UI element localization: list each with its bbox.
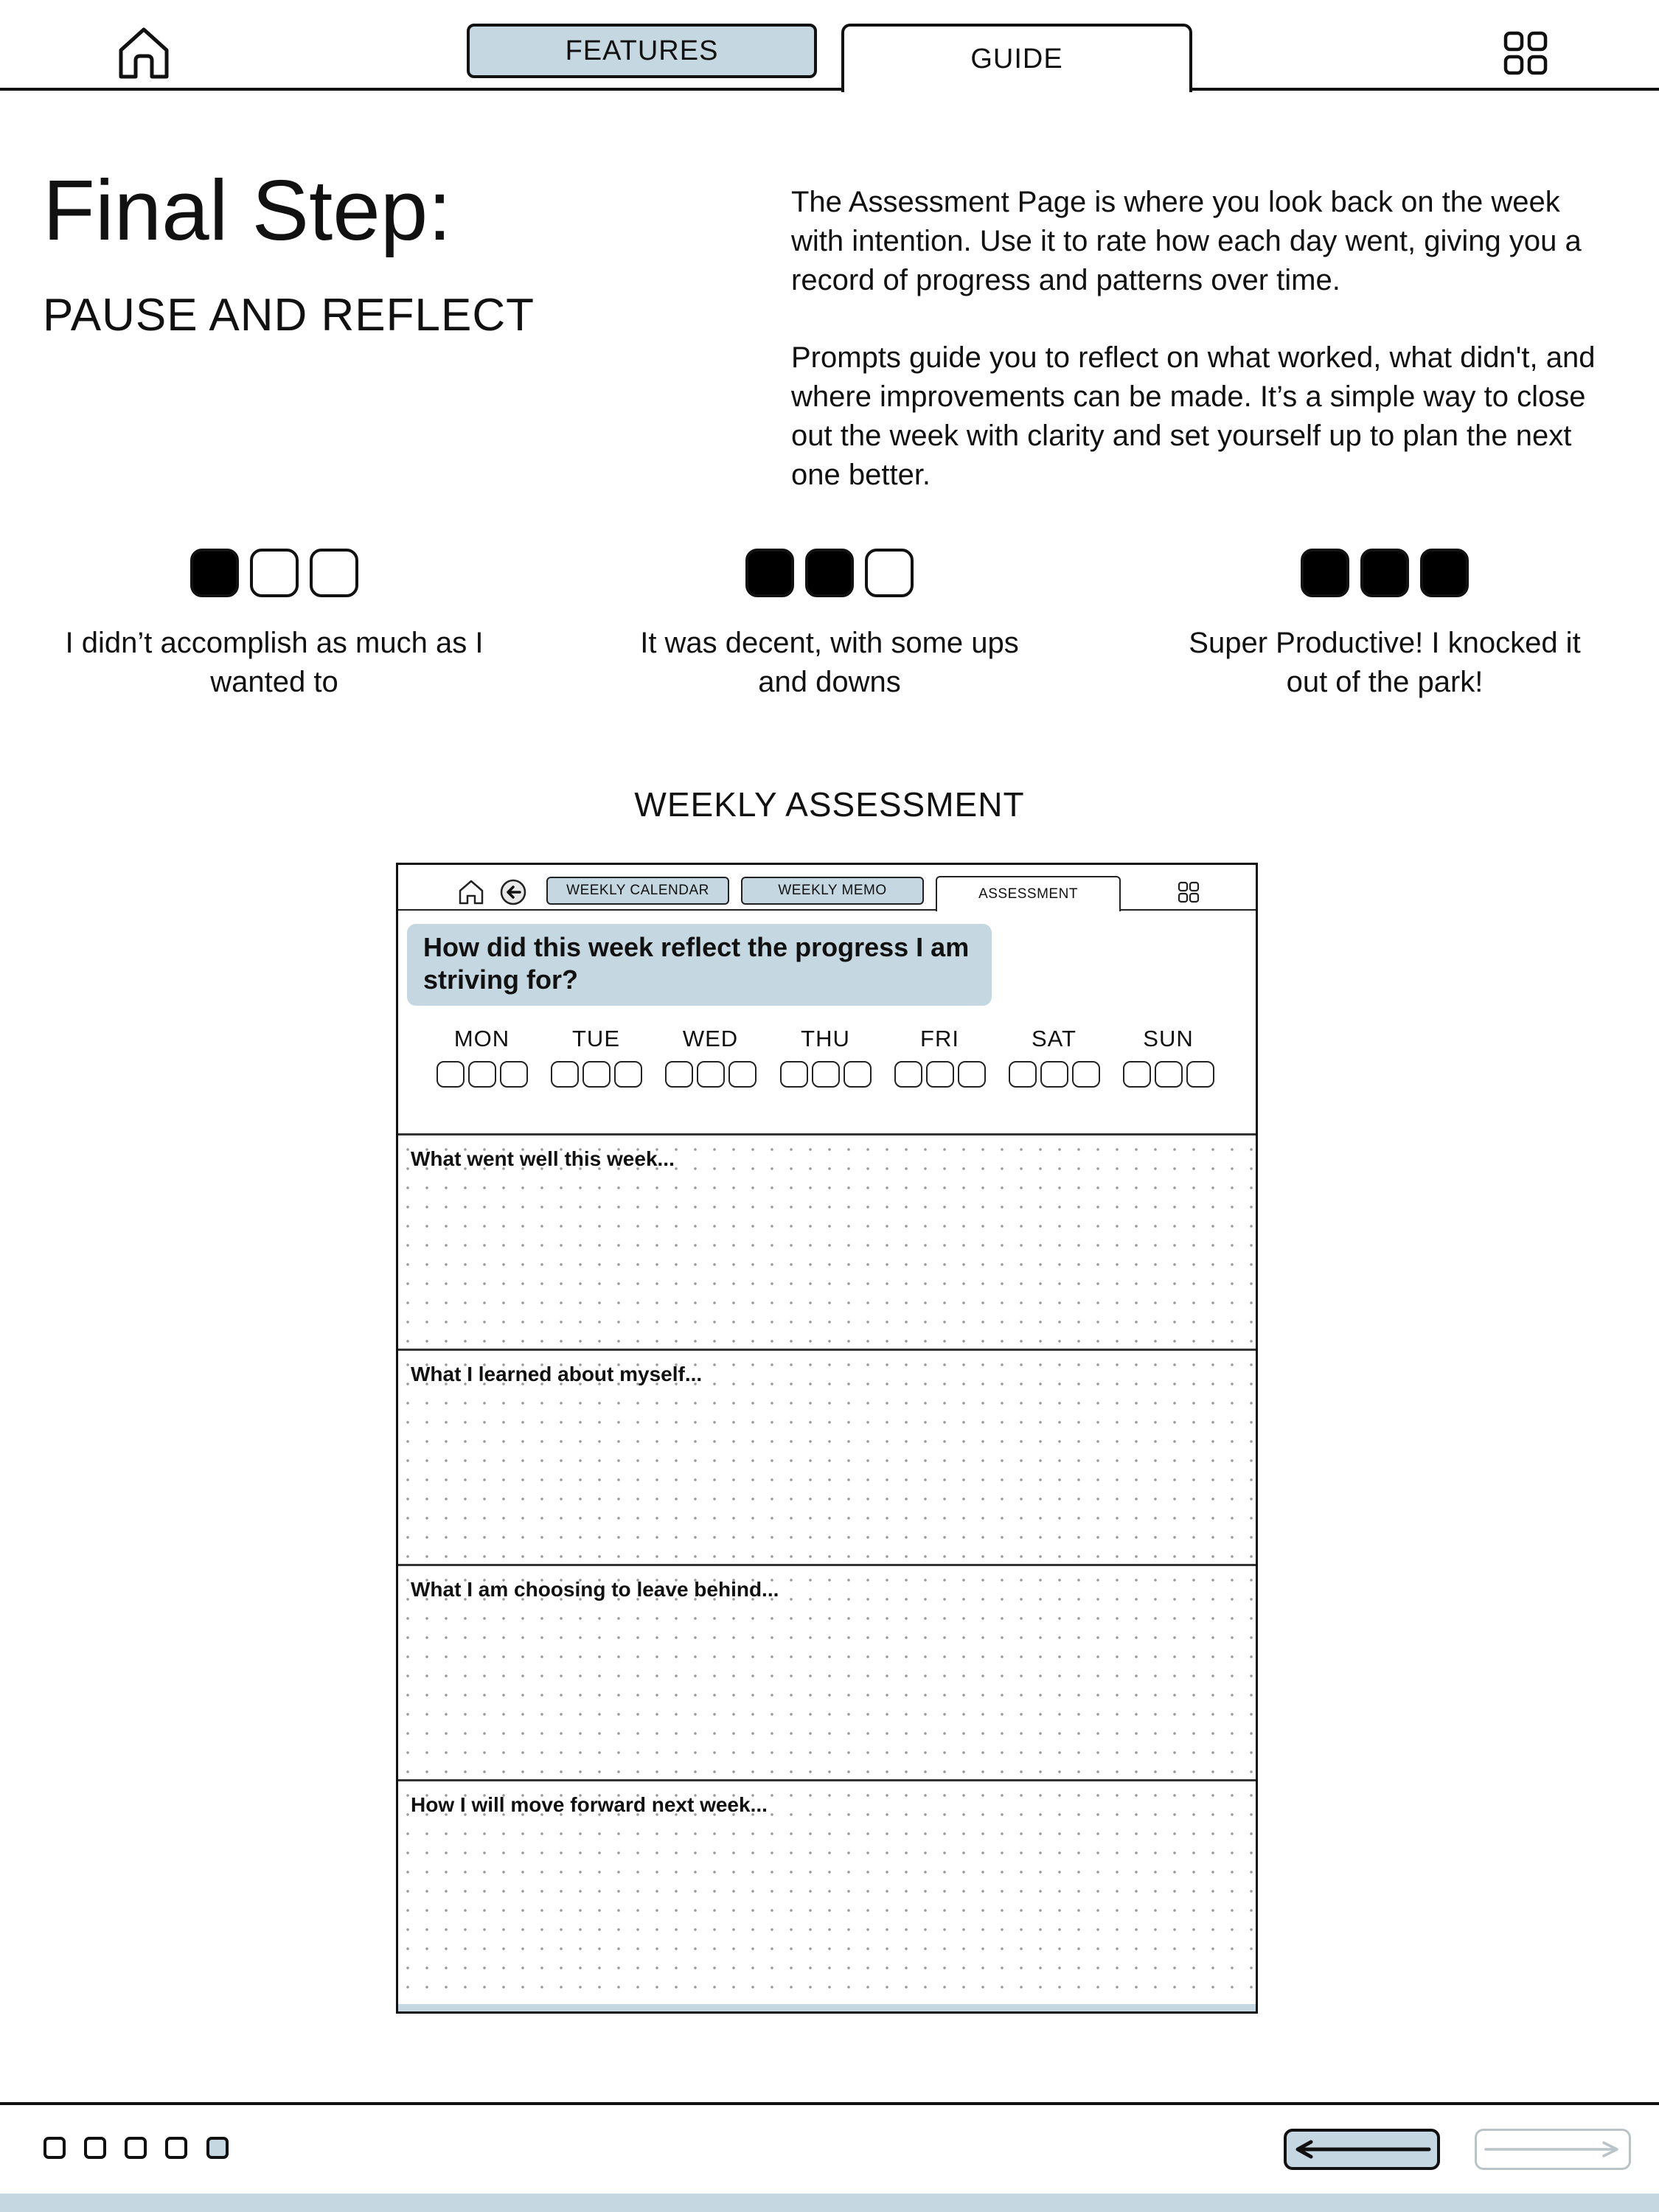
preview-question: How did this week reflect the progress I am striving for? [407,924,992,1006]
day-label: MON [453,1026,510,1051]
tab-features[interactable]: FEATURES [467,24,817,78]
reflection-section-move-forward [398,1779,1256,2014]
tab-guide[interactable]: GUIDE [841,24,1192,92]
rating-box-empty [437,1061,465,1088]
preview-tab-weekly-calendar: WEEKLY CALENDAR [546,877,729,905]
day-rating-tue [543,1026,650,1088]
reflection-section-leave-behind [398,1564,1256,1779]
reflection-prompt: What went well this week... [411,1147,675,1170]
preview-back-button [500,879,526,905]
day-rating-sun [1115,1026,1222,1088]
reflection-prompt: How I will move forward next week... [411,1793,768,1816]
prev-page-button[interactable] [1284,2129,1440,2170]
day-label: FRI [920,1026,959,1051]
rating-box-empty [665,1061,693,1088]
arrow-right-icon [1483,2138,1623,2160]
preview-nav-divider [1119,909,1258,911]
reflection-prompt: What I learned about myself... [411,1363,703,1385]
day-label: WED [682,1026,739,1051]
page-indicator-3[interactable] [125,2137,147,2159]
rating-box-filled [1360,549,1409,597]
grid-menu-icon [1178,881,1200,903]
home-icon [457,878,485,906]
day-rating-fri [886,1026,993,1088]
reflection-prompt: What I am choosing to leave behind... [411,1578,779,1601]
intro-paragraph-2: Prompts guide you to reflect on what worked, what didn't, and where improvements can be made. It’s a simple way to close out the week with clarity and set yourself up to plan the next one better. [791,341,1596,491]
rating-box-filled [745,549,794,597]
nav-divider [0,88,844,91]
rating-box-empty [697,1061,725,1088]
nav-divider [1189,88,1659,91]
rating-box-empty [926,1061,954,1088]
arrow-left-icon [1292,2138,1432,2160]
rating-box-filled [1420,549,1469,597]
rating-box-empty [468,1061,496,1088]
preview-bottom-strip [398,2004,1256,2011]
rating-box-empty [1186,1061,1214,1088]
rating-box-empty [1155,1061,1183,1088]
assessment-page-preview [396,863,1258,2014]
rating-box-filled [1301,549,1349,597]
rating-box-empty [1072,1061,1100,1088]
rating-box-empty [500,1061,528,1088]
rating-box-empty [812,1061,840,1088]
rating-legend-high [1141,549,1628,702]
reflection-section-learned [398,1349,1256,1564]
rating-box-empty [614,1061,642,1088]
page-indicator-2[interactable] [84,2137,106,2159]
home-button[interactable] [115,25,173,81]
rating-box-empty [728,1061,757,1088]
preview-nav-divider [398,909,937,911]
day-label: TUE [572,1026,620,1051]
rating-caption: I didn’t accomplish as much as I wanted to [65,627,484,698]
day-label: SAT [1032,1026,1077,1051]
rating-box-empty [1009,1061,1037,1088]
rating-scale [586,549,1073,597]
rating-scale [31,549,518,597]
preview-home-button [457,878,485,906]
page-indicator-1[interactable] [44,2137,66,2159]
grid-menu-icon [1503,31,1548,75]
rating-box-filled [190,549,239,597]
page-title: Final Step: [43,162,452,258]
rating-legend-mid [586,549,1073,702]
bottom-band [0,2194,1659,2212]
day-rating-wed [657,1026,764,1088]
rating-box-empty [250,549,299,597]
rating-scale [1141,549,1628,597]
day-rating-sat [1001,1026,1107,1088]
section-heading: WEEKLY ASSESSMENT [634,785,1025,824]
preview-tab-assessment: ASSESSMENT [936,876,1121,911]
home-icon [115,25,173,81]
grid-menu-button[interactable] [1503,31,1548,75]
rating-box-empty [1123,1061,1151,1088]
rating-box-empty [582,1061,611,1088]
rating-box-empty [958,1061,986,1088]
reflection-section-went-well [398,1133,1256,1349]
rating-caption: It was decent, with some ups and downs [640,627,1019,698]
rating-box-empty [894,1061,922,1088]
intro-paragraph-1: The Assessment Page is where you look back on the week with intention. Use it to rate how each day went, giving you a record of progress and patterns over time. [791,186,1582,296]
rating-legend-low [31,549,518,702]
rating-box-empty [310,549,358,597]
page-indicator-5-current[interactable] [206,2137,229,2159]
day-label: SUN [1143,1026,1194,1051]
day-label: THU [801,1026,850,1051]
rating-box-empty [1040,1061,1068,1088]
rating-box-empty [844,1061,872,1088]
footer-divider [0,2102,1659,2105]
day-rating-thu [772,1026,879,1088]
rating-box-empty [865,549,914,597]
page-indicator-4[interactable] [165,2137,187,2159]
rating-box-empty [551,1061,579,1088]
rating-caption: Super Productive! I knocked it out of the park! [1189,627,1581,698]
page-subtitle: PAUSE AND REFLECT [43,290,535,341]
day-rating-mon [428,1026,535,1088]
rating-box-filled [805,549,854,597]
rating-box-empty [780,1061,808,1088]
next-page-button[interactable] [1475,2129,1631,2170]
preview-tab-weekly-memo: WEEKLY MEMO [741,877,924,905]
preview-grid-button [1178,881,1200,903]
back-arrow-icon [500,879,526,905]
